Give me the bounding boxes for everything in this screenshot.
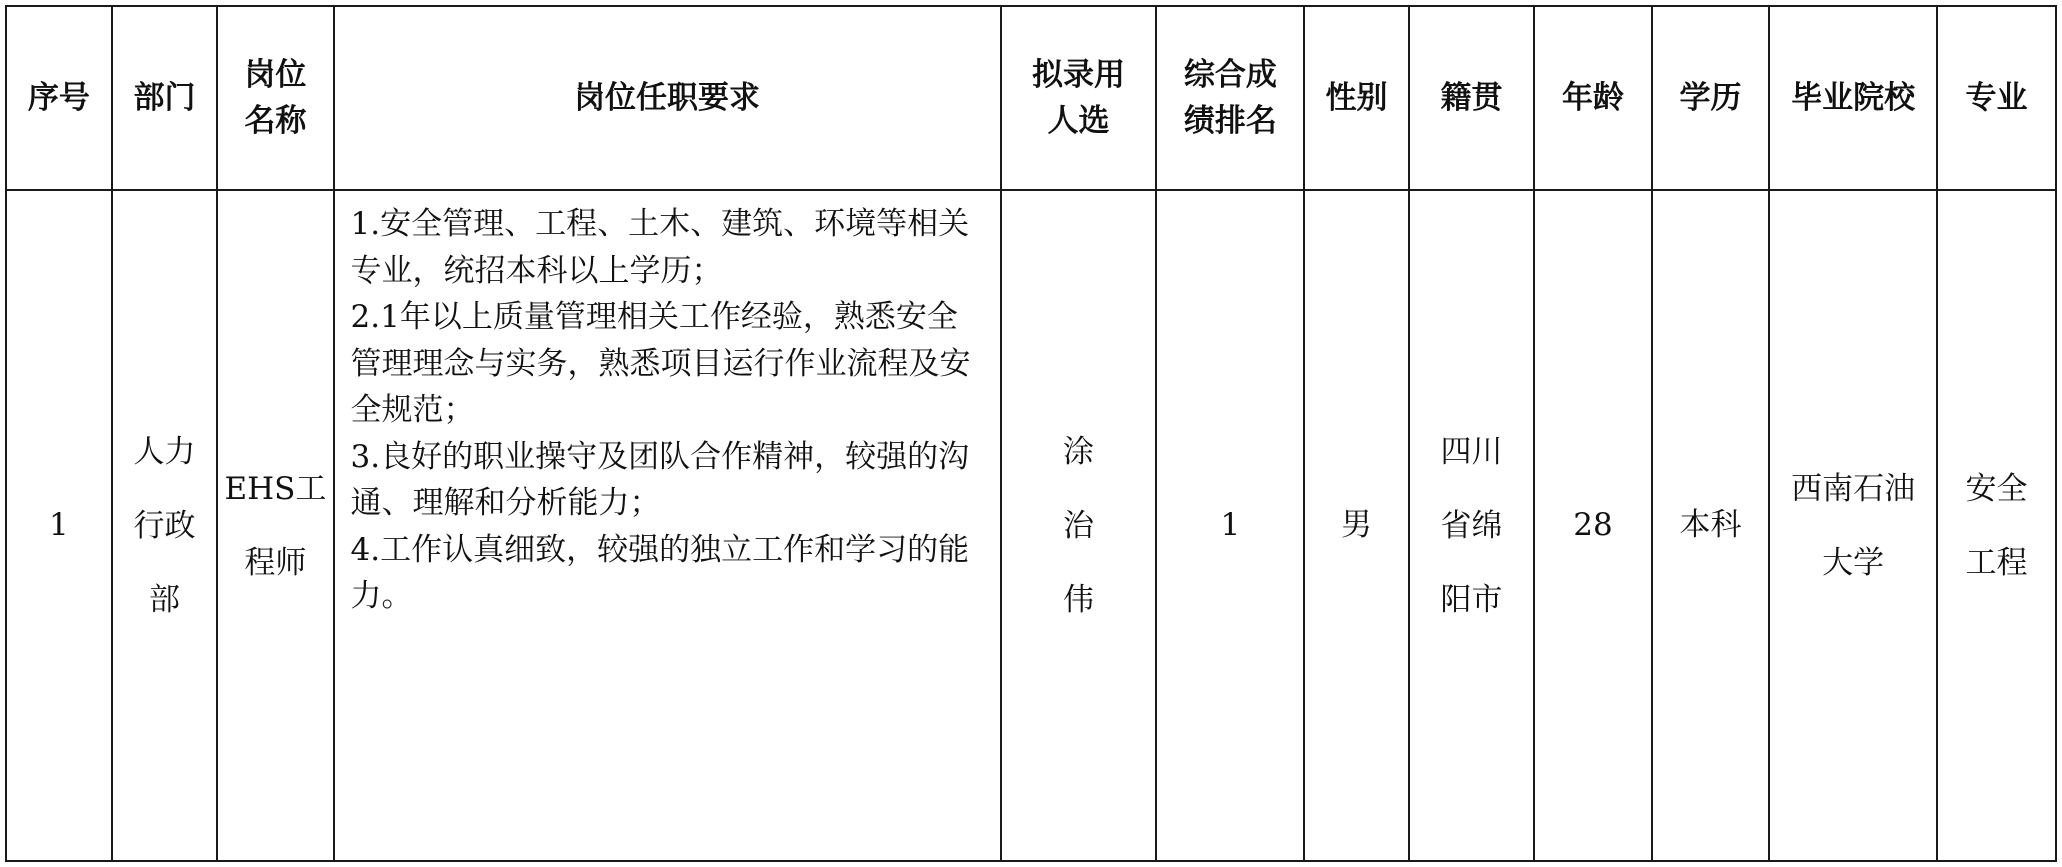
requirement-item-2: 2.1年以上质量管理相关工作经验，熟悉安全管理理念与实务，熟悉项目运行作业流程及安全规范； bbox=[350, 299, 971, 428]
header-candidate bbox=[1001, 6, 1157, 190]
header-rank-line1: 综合成 bbox=[1183, 56, 1277, 93]
cell-school-line1: 西南石油 bbox=[1791, 470, 1916, 507]
header-candidate-line2: 人选 bbox=[1047, 103, 1110, 139]
table-row bbox=[6, 190, 2056, 861]
cell-rank: 1 bbox=[1156, 190, 1304, 861]
cell-dept-line3: 部 bbox=[148, 581, 180, 618]
cell-age: 28 bbox=[1534, 190, 1652, 861]
cell-gender: 男 bbox=[1304, 190, 1408, 861]
cell-position-line1: EHS工 bbox=[224, 470, 327, 507]
header-position-line1: 岗位 bbox=[244, 56, 307, 93]
header-native: 籍贯 bbox=[1409, 6, 1534, 190]
header-row bbox=[6, 6, 2056, 190]
cell-school-line2: 大学 bbox=[1822, 544, 1885, 581]
requirement-item-4: 4.工作认真细致，较强的独立工作和学习的能力。 bbox=[350, 531, 970, 614]
header-major: 专业 bbox=[1937, 6, 2056, 190]
cell-candidate-char3: 伟 bbox=[1063, 581, 1094, 618]
header-seq: 序号 bbox=[6, 6, 112, 190]
cell-dept bbox=[112, 190, 218, 861]
cell-dept-line1: 人力 bbox=[133, 433, 196, 470]
cell-major bbox=[1937, 190, 2056, 861]
cell-major-line1: 安全 bbox=[1965, 470, 2028, 507]
header-rank-line2: 绩排名 bbox=[1183, 103, 1277, 139]
header-position bbox=[217, 6, 333, 190]
header-requirements: 岗位任职要求 bbox=[334, 6, 1001, 190]
cell-position-line2: 程师 bbox=[244, 544, 307, 581]
cell-native-line1: 四川 bbox=[1440, 433, 1503, 470]
cell-position bbox=[217, 190, 333, 861]
cell-major-line2: 工程 bbox=[1965, 544, 2028, 581]
cell-requirements bbox=[334, 190, 1001, 861]
cell-candidate-char2: 治 bbox=[1063, 507, 1094, 544]
cell-native bbox=[1409, 190, 1534, 861]
header-dept: 部门 bbox=[112, 6, 218, 190]
header-gender: 性别 bbox=[1304, 6, 1408, 190]
cell-candidate bbox=[1001, 190, 1157, 861]
cell-seq: 1 bbox=[6, 190, 112, 861]
cell-dept-line2: 行政 bbox=[133, 507, 196, 544]
cell-native-line2: 省绵 bbox=[1440, 507, 1503, 544]
header-candidate-line1: 拟录用 bbox=[1032, 56, 1125, 93]
requirement-item-3: 3.良好的职业操守及团队合作精神，较强的沟通、理解和分析能力； bbox=[350, 438, 970, 521]
header-education: 学历 bbox=[1652, 6, 1770, 190]
cell-native-line3: 阳市 bbox=[1440, 581, 1503, 618]
cell-education: 本科 bbox=[1652, 190, 1770, 861]
hiring-table bbox=[5, 5, 2057, 862]
header-rank bbox=[1156, 6, 1304, 190]
header-position-line2: 名称 bbox=[244, 103, 307, 139]
cell-school bbox=[1769, 190, 1937, 861]
requirement-item-1: 1.安全管理、工程、土木、建筑、环境等相关专业，统招本科以上学历； bbox=[350, 206, 970, 289]
header-age: 年龄 bbox=[1534, 6, 1652, 190]
header-school: 毕业院校 bbox=[1769, 6, 1937, 190]
cell-candidate-char1: 涂 bbox=[1063, 433, 1094, 470]
